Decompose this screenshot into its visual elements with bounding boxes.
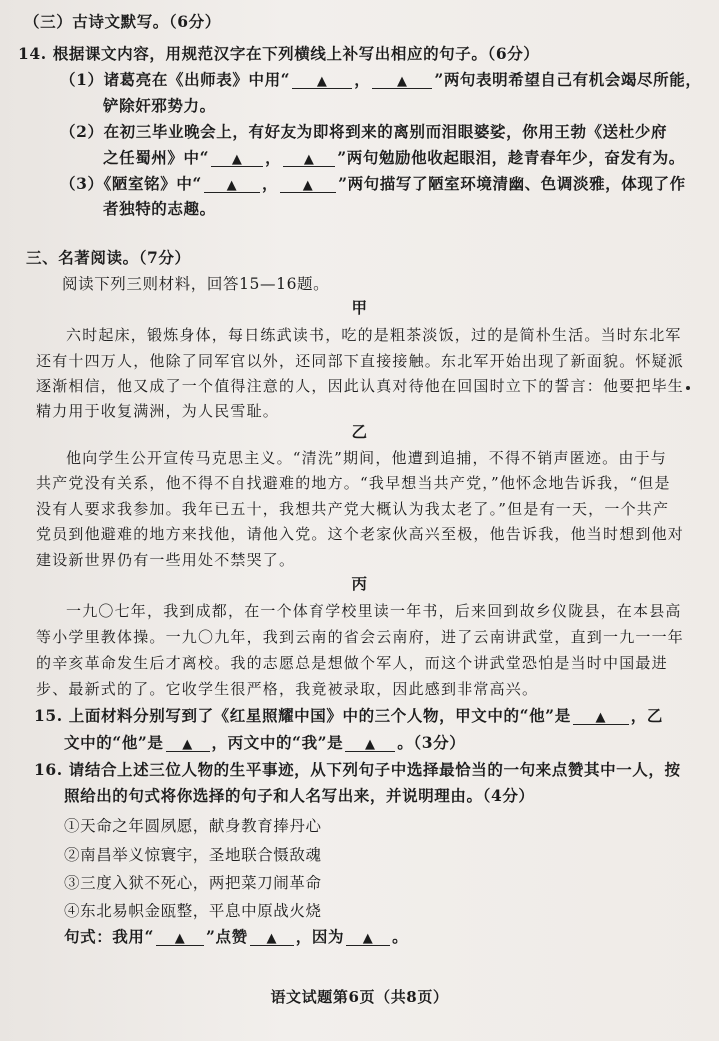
material-jia-line: 六时起床，锻炼身体，每日练武读书，吃的是粗茶淡饭，过的是简朴生活。当时东北军 — [66, 326, 682, 344]
section-title-reading: 三、名著阅读。（7分） — [26, 248, 191, 267]
q14-item2-line1: （2）在初三毕业晚会上，有好友为即将到来的离别而泪眼婆娑，你用王勃《送杜少府 — [60, 122, 668, 141]
q16-option: ④东北易帜金瓯整，平息中原战火烧 — [64, 902, 322, 920]
reading-intro: 阅读下列三则材料，回答15—16题。 — [62, 275, 330, 293]
material-yi-label: 乙 — [351, 422, 368, 441]
material-bing-line: 一九〇七年，我到成都，在一个体育学校里读一年书，后来回到故乡仪陇县，在本县高 — [66, 602, 682, 620]
material-jia-line: 还有十四万人，他除了同军官以外，还同部下直接接触。东北军开始出现了新面貌。怀疑派 — [36, 352, 685, 370]
q14-item1-line2: 铲除奸邪势力。 — [103, 96, 216, 115]
material-bing-label: 丙 — [351, 574, 368, 593]
section-title-poetry: （三）古诗文默写。（6分） — [24, 12, 221, 31]
answer-blank[interactable]: ▲ — [204, 176, 260, 193]
q14-item3-line1: （3）《陋室铭》中“ ▲ ， ▲ ”两句描写了陋室环境清幽、色调淡雅，体现了作 — [60, 174, 686, 193]
answer-blank[interactable]: ▲ — [250, 929, 294, 946]
material-bing-line: 等小学里教体操。一九〇九年，我到云南的省会云南府，进了云南讲武堂，直到一九一一年 — [36, 628, 685, 646]
material-bing-line: 步、最新式的了。它收学生很严格，我竟被录取，因此感到非常高兴。 — [36, 680, 539, 698]
print-speck — [686, 386, 690, 390]
q14-item1-line1: （1）诸葛亮在《出师表》中用“ ▲ ， ▲ ”两句表明希望自己有机会竭尽所能， — [60, 70, 702, 89]
q16-option: ③三度入狱不死心，两把菜刀闹革命 — [64, 874, 322, 892]
answer-blank[interactable]: ▲ — [573, 708, 629, 725]
answer-blank[interactable]: ▲ — [292, 72, 352, 89]
answer-blank[interactable]: ▲ — [283, 150, 335, 167]
q16-line1: 16. 请结合上述三位人物的生平事迹，从下列句子中选择最恰当的一句来点赞其中一人，按 — [34, 760, 681, 779]
page-footer: 语文试题第6页（共8页） — [270, 988, 449, 1006]
answer-blank[interactable]: ▲ — [211, 150, 263, 167]
answer-blank[interactable]: ▲ — [156, 929, 204, 946]
q16-option: ②南昌举义惊寰宇，圣地联合慑敌魂 — [64, 846, 322, 864]
material-yi-line: 党员到他避难的地方来找他，请他入党。这个老家伙高兴至极，他告诉我，他当时想到他对 — [36, 525, 685, 543]
material-jia-line: 精力用于收复满洲，为人民雪耻。 — [36, 402, 280, 420]
material-jia-line: 逐渐相信，他又成了一个值得注意的人，因此认真对待他在回国时立下的誓言：他要把毕生 — [36, 377, 685, 395]
answer-blank[interactable]: ▲ — [166, 735, 210, 752]
q14-item3-line2: 者独特的志趣。 — [103, 199, 216, 218]
q16-pattern: 句式：我用“ ▲ ”点赞 ▲ ，因为 ▲ 。 — [64, 927, 409, 946]
q16-option: ①天命之年圆夙愿，献身教育捧丹心 — [64, 817, 322, 835]
q14-item2-line2: 之任蜀州》中“ ▲ ， ▲ ”两句勉励他收起眼泪，趁青春年少，奋发有为。 — [103, 148, 685, 167]
answer-blank[interactable]: ▲ — [345, 735, 395, 752]
material-yi-line: 共产党没有关系，他不得不自找避难的地方。“我早想当共产党，”他怀念地告诉我，“但是 — [36, 474, 671, 492]
answer-blank[interactable]: ▲ — [346, 929, 390, 946]
q14-stem: 14. 根据课文内容，用规范汉字在下列横线上补写出相应的句子。（6分） — [18, 44, 540, 63]
material-jia-label: 甲 — [351, 298, 368, 317]
q15-line2: 文中的“他”是 ▲ ，丙文中的“我”是 ▲ 。（3分） — [64, 733, 466, 752]
material-bing-line: 的辛亥革命发生后才离校。我的志愿总是想做个军人，而这个讲武堂恐怕是当时中国最进 — [36, 654, 668, 672]
q15-line1: 15. 上面材料分别写到了《红星照耀中国》中的三个人物，甲文中的“他”是 ▲ ，乙 — [34, 706, 663, 725]
material-yi-line: 没有人要求我参加。我年已五十，我想共产党大概认为我太老了。”但是有一天，一个共产 — [36, 500, 670, 518]
material-yi-line: 建设新世界仍有一些用处不禁哭了。 — [36, 551, 296, 569]
material-yi-line: 他向学生公开宣传马克思主义。“清洗”期间，他遭到追捕，不得不销声匿迹。由于与 — [66, 449, 667, 467]
q16-line2: 照给出的句式将你选择的句子和人名写出来，并说明理由。（4分） — [64, 786, 535, 805]
answer-blank[interactable]: ▲ — [372, 72, 432, 89]
answer-blank[interactable]: ▲ — [280, 176, 336, 193]
